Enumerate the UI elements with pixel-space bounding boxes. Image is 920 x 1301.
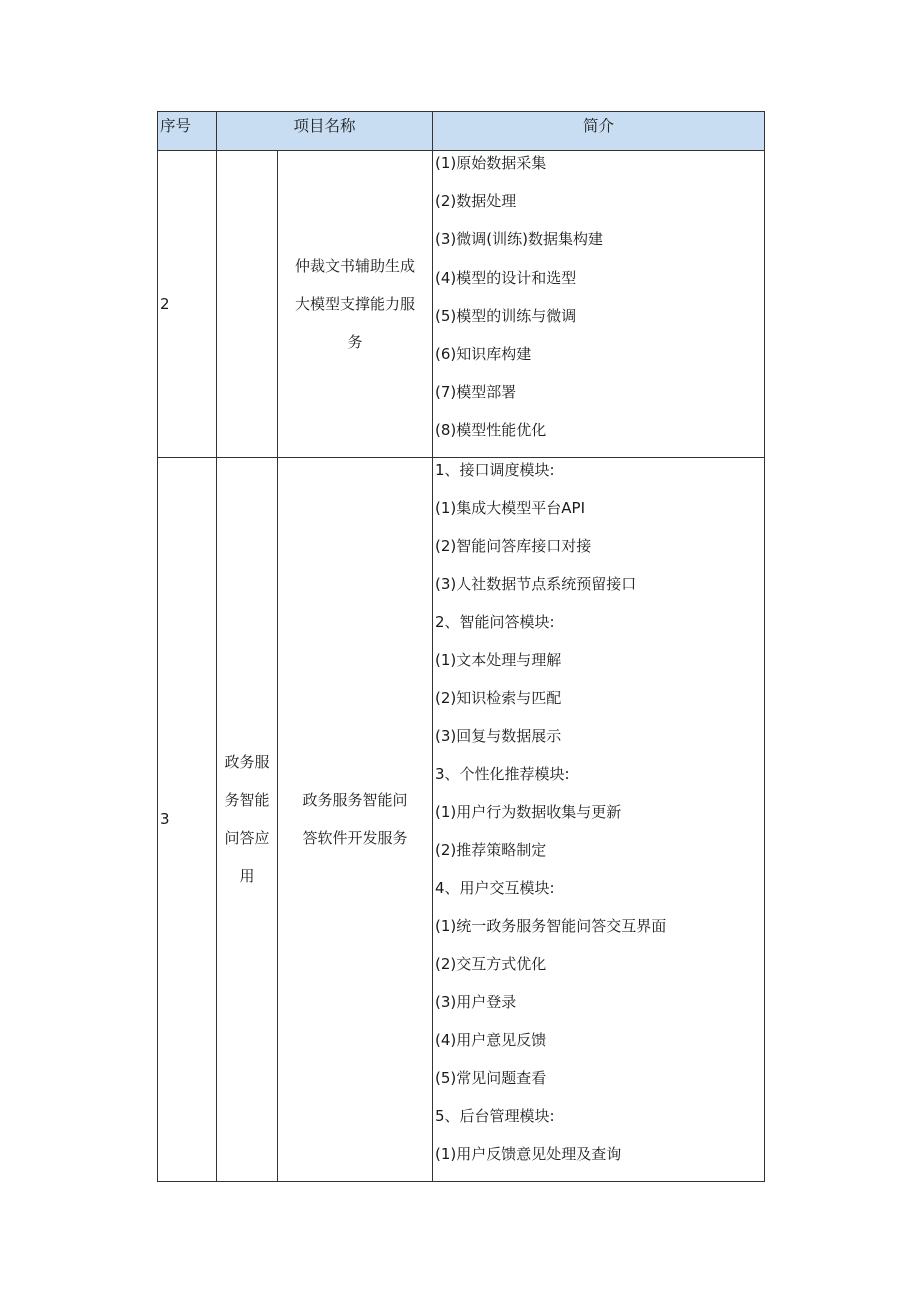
- intro-line: (4)模型的设计和选型: [435, 268, 577, 287]
- header-intro: 简介: [433, 112, 765, 151]
- seq-cell: 3: [158, 457, 217, 1181]
- intro-line: (8)模型性能优化: [435, 421, 547, 440]
- intro-line: (7)模型部署: [435, 383, 517, 402]
- intro-line: (2)知识检索与匹配: [435, 688, 562, 707]
- project-name-line: 大模型支撑能力服: [295, 294, 416, 313]
- intro-line: 2、智能问答模块:: [435, 612, 555, 631]
- table-row: [158, 457, 765, 1181]
- category-line: 问答应: [224, 829, 270, 847]
- category-line: 政务服: [224, 753, 270, 771]
- project-name-line: 政务服务智能问: [302, 791, 408, 809]
- table-row: [158, 151, 765, 458]
- intro-line: (6)知识库构建: [435, 344, 532, 363]
- intro-line: (1)用户行为数据收集与更新: [435, 802, 622, 821]
- header-seq: 序号: [158, 112, 217, 151]
- intro-line: (2)交互方式优化: [435, 954, 547, 973]
- category-line: 用: [239, 867, 255, 885]
- seq-cell: 2: [158, 151, 217, 458]
- table-header-row: [158, 112, 765, 151]
- intro-line: (1)集成大模型平台API: [435, 498, 585, 517]
- intro-line: 1、接口调度模块:: [435, 460, 555, 479]
- project-name-line: 答软件开发服务: [302, 829, 408, 847]
- intro-line: (3)微调(训练)数据集构建: [435, 230, 603, 249]
- intro-line: (3)人社数据节点系统预留接口: [435, 574, 637, 593]
- intro-line: (2)推荐策略制定: [435, 840, 547, 859]
- intro-line: (1)统一政务服务智能问答交互界面: [435, 916, 667, 935]
- project-name-line: 务: [347, 332, 363, 351]
- project-name-cell: [278, 151, 433, 458]
- intro-line: (1)用户反馈意见处理及查询: [435, 1144, 622, 1163]
- intro-line: (3)回复与数据展示: [435, 726, 562, 745]
- intro-line: 4、用户交互模块:: [435, 878, 555, 897]
- header-project-name: 项目名称: [217, 112, 433, 151]
- intro-line: (1)原始数据采集: [435, 154, 547, 172]
- intro-line: (5)模型的训练与微调: [435, 306, 577, 325]
- intro-line: (3)用户登录: [435, 992, 517, 1011]
- intro-line: (1)文本处理与理解: [435, 650, 562, 669]
- category-cell: [217, 151, 278, 458]
- intro-line: 5、后台管理模块:: [435, 1106, 555, 1125]
- intro-line: (2)智能问答库接口对接: [435, 536, 592, 555]
- intro-cell: [433, 151, 765, 458]
- project-name-cell: [278, 457, 433, 1181]
- intro-line: (2)数据处理: [435, 192, 517, 211]
- project-name-line: 仲裁文书辅助生成: [295, 256, 416, 275]
- category-cell: [217, 457, 278, 1181]
- intro-line: (5)常见问题查看: [435, 1068, 547, 1087]
- intro-line: (4)用户意见反馈: [435, 1030, 547, 1049]
- category-line: 务智能: [224, 791, 270, 809]
- intro-line: 3、个性化推荐模块:: [435, 764, 570, 783]
- project-table: [157, 111, 765, 1182]
- intro-cell: [433, 457, 765, 1181]
